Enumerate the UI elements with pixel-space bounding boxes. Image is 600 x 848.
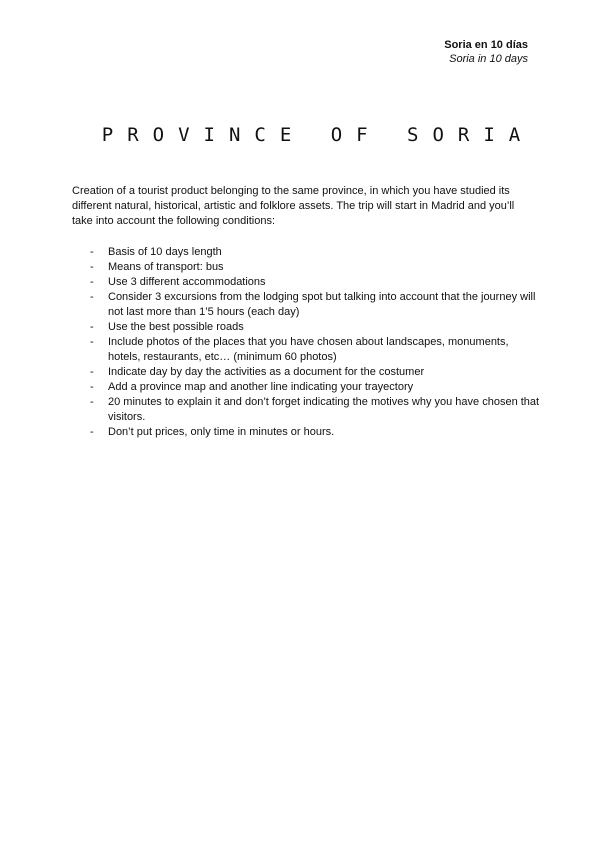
list-item — [72, 290, 542, 320]
bullet-dash: - — [90, 246, 94, 258]
list-item-text: Add a province map and another line indicating your trayectory — [108, 381, 414, 393]
list-item — [72, 425, 542, 440]
header-title: Soria en 10 días — [444, 39, 528, 51]
list-item-text: Basis of 10 days length — [108, 246, 222, 258]
list-item — [72, 395, 542, 425]
bullet-dash: - — [90, 276, 94, 288]
bullet-dash: - — [90, 396, 94, 408]
bullet-dash: - — [90, 336, 94, 348]
bullet-dash: - — [90, 291, 94, 303]
list-item-text: Indicate day by day the activities as a document for the costumer — [108, 366, 425, 378]
list-item — [72, 320, 542, 335]
bullet-dash: - — [90, 381, 94, 393]
bullet-dash: - — [90, 321, 94, 333]
list-item-text: Don’t put prices, only time in minutes or hours. — [108, 426, 335, 438]
list-item — [72, 260, 542, 275]
list-item — [72, 365, 542, 380]
list-item-text: Use the best possible roads — [108, 321, 244, 333]
page-title: PROVINCE OF SORIA — [101, 124, 535, 146]
list-item — [72, 335, 542, 365]
list-item-text: 20 minutes to explain it and don’t forget indicating the motives why you have chosen that visitors. — [108, 396, 540, 423]
list-item-text: Include photos of the places that you have chosen about landscapes, monuments, hotels, restaurants, etc… (minimum 60 photos) — [108, 336, 509, 363]
list-item-text: Means of transport: bus — [108, 261, 224, 273]
header-subtitle: Soria in 10 days — [449, 53, 528, 65]
conditions-list — [72, 245, 542, 440]
list-item — [72, 380, 542, 395]
list-item — [72, 275, 542, 290]
list-item-text: Use 3 different accommodations — [108, 276, 266, 288]
bullet-dash: - — [90, 261, 94, 273]
bullet-dash: - — [90, 426, 94, 438]
document-header — [444, 38, 528, 66]
list-item-text: Consider 3 excursions from the lodging spot but talking into account that the journey will not last more than 1’5 hours (each day) — [108, 291, 536, 318]
bullet-dash: - — [90, 366, 94, 378]
intro-paragraph: Creation of a tourist product belonging to the same province, in which you have studied its different natural, historical, artistic and folklore assets. The trip will start in Madrid and you’ll take into account the following conditions: — [72, 185, 515, 227]
list-item — [72, 245, 542, 260]
